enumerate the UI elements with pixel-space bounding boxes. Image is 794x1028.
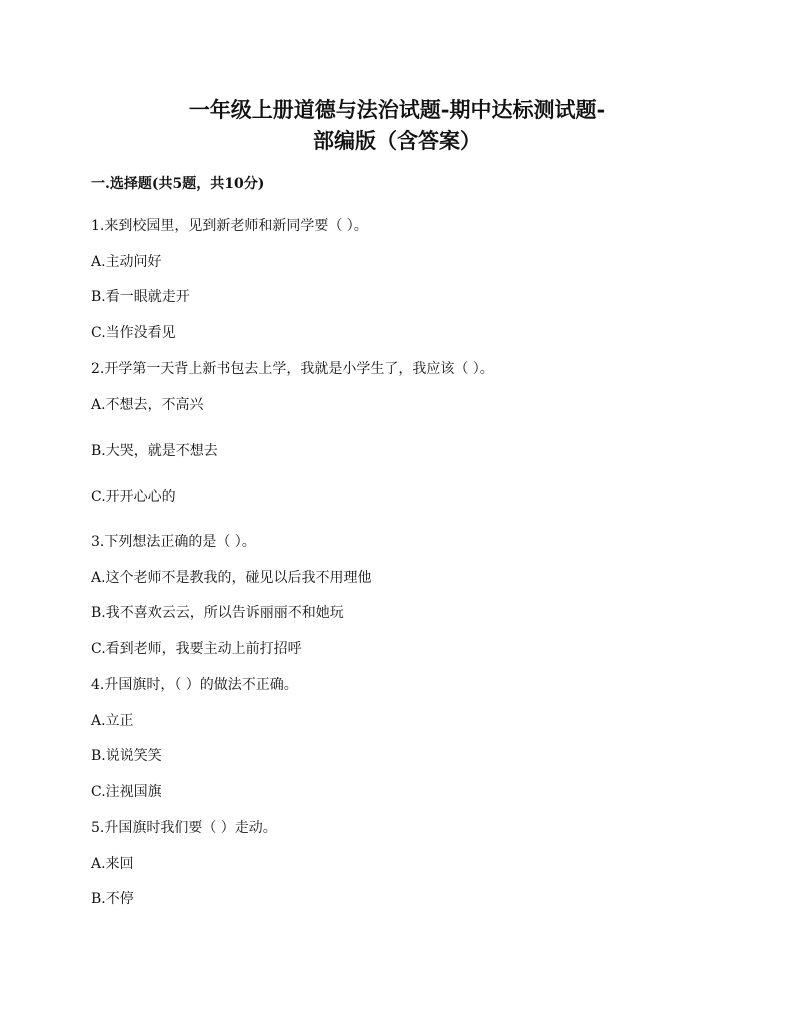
question-1-option-b: B.看一眼就走开 (91, 289, 190, 305)
question-4-stem: 4.升国旗时，（ ）的做法不正确。 (91, 677, 298, 693)
question-5-option-a: A.来回 (91, 856, 134, 872)
question-2-option-a: A.不想去，不高兴 (91, 397, 204, 413)
question-2-stem: 2.开学第一天背上新书包去上学，我就是小学生了，我应该（ ）。 (91, 361, 494, 377)
question-2-option-b: B.大哭，就是不想去 (91, 443, 218, 459)
question-4-option-c: C.注视国旗 (91, 784, 162, 800)
question-4-option-a: A.立正 (91, 713, 134, 729)
section-heading: 一.选择题(共5题，共10分) (91, 176, 265, 192)
question-1-option-a: A.主动问好 (91, 254, 162, 270)
question-5-stem: 5.升国旗时我们要（ ）走动。 (91, 820, 277, 836)
question-3-option-c: C.看到老师，我要主动上前打招呼 (91, 641, 302, 657)
question-4-option-b: B.说说笑笑 (91, 748, 162, 764)
question-3-option-b: B.我不喜欢云云，所以告诉丽丽不和她玩 (91, 605, 344, 621)
question-3-option-a: A.这个老师不是教我的，碰见以后我不用理他 (91, 570, 372, 586)
page-title-line-1: 一年级上册道德与法治试题-期中达标测试题- (188, 97, 606, 122)
question-2-option-c: C.开开心心的 (91, 489, 176, 505)
page-title-line-2: 部编版（含答案） (313, 128, 481, 153)
question-1-option-c: C.当作没看见 (91, 325, 176, 341)
question-1-stem: 1.来到校园里，见到新老师和新同学要（ ）。 (91, 218, 368, 234)
question-3-stem: 3.下列想法正确的是（ ）。 (91, 534, 256, 550)
question-5-option-b: B.不停 (91, 891, 134, 907)
